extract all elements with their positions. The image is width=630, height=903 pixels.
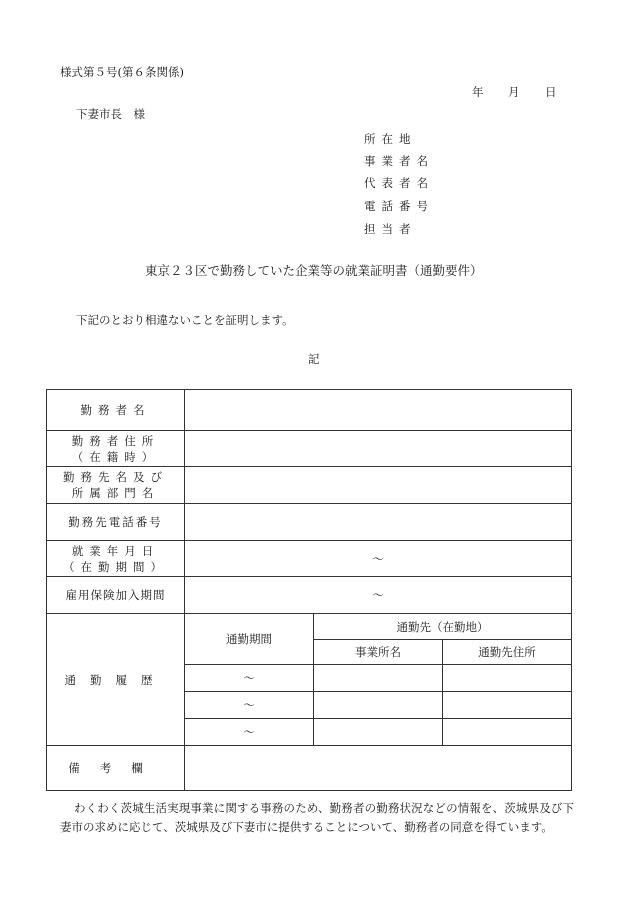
commute-period-cell[interactable]: ～: [185, 665, 314, 692]
addressee: 下妻市長 様: [76, 107, 145, 121]
date-month-label: 月: [508, 85, 520, 99]
commute-history-label: 通勤履歴: [47, 614, 185, 746]
issuer-address-label: 所在地: [364, 132, 417, 146]
remarks-label: 備考欄: [47, 746, 185, 791]
document-title: 東京２３区で勤務していた企業等の就業証明書（通勤要件）: [145, 263, 483, 278]
ki-heading: 記: [308, 352, 320, 366]
certification-statement: 下記のとおり相違ないことを証明します。: [76, 313, 294, 327]
employment-date-label: 就業年月日 （在勤期間）: [47, 541, 185, 577]
issuer-phone-label: 電話番号: [364, 199, 434, 213]
workplace-phone-label: 勤務先電話番号: [47, 504, 185, 541]
commute-destination-header: 通勤先（在勤地）: [314, 614, 572, 640]
date-year-label: 年: [472, 85, 484, 99]
insurance-period-label: 雇用保険加入期間: [47, 577, 185, 614]
commute-period-header: 通勤期間: [185, 614, 314, 665]
workplace-label: 勤務先名及び 所属部門名: [47, 467, 185, 504]
commute-period-cell[interactable]: ～: [185, 719, 314, 746]
table-row: [47, 614, 572, 640]
consent-note: わくわく茨城生活実現事業に関する事務のため、勤務者の勤務状況などの情報を、茨城県及び下妻市の求めに応じて、茨城県及び下妻市に提供することについて、勤務者の同意を得ています。: [60, 801, 574, 834]
form-number: 様式第５号(第６条関係): [60, 65, 184, 79]
office-address-cell[interactable]: [443, 665, 572, 692]
workplace-phone-field[interactable]: [185, 504, 572, 541]
table-row: [47, 577, 572, 614]
office-name-cell[interactable]: [314, 665, 443, 692]
table-row: [47, 467, 572, 504]
remarks-field[interactable]: [185, 746, 572, 791]
issuer-contact-person-label: 担当者: [364, 222, 417, 236]
office-address-header: 通勤先住所: [443, 640, 572, 665]
table-row: [47, 504, 572, 541]
table-row: [47, 541, 572, 577]
workplace-field[interactable]: [185, 467, 572, 504]
office-name-cell[interactable]: [314, 692, 443, 719]
certificate-table: [46, 389, 572, 791]
issuer-business-name-label: 事業者名: [364, 154, 434, 168]
office-address-cell[interactable]: [443, 692, 572, 719]
employment-period-field[interactable]: ～: [185, 541, 572, 577]
insurance-period-field[interactable]: ～: [185, 577, 572, 614]
office-name-header: 事業所名: [314, 640, 443, 665]
date-day-label: 日: [545, 85, 557, 99]
worker-address-label: 勤務者住所 （在籍時）: [47, 431, 185, 467]
office-name-cell[interactable]: [314, 719, 443, 746]
table-row: [47, 746, 572, 791]
commute-period-cell[interactable]: ～: [185, 692, 314, 719]
worker-address-field[interactable]: [185, 431, 572, 467]
table-row: [47, 390, 572, 431]
office-address-cell[interactable]: [443, 719, 572, 746]
worker-name-label: 勤務者名: [47, 390, 185, 431]
worker-name-field[interactable]: [185, 390, 572, 431]
issuer-representative-label: 代表者名: [364, 176, 434, 190]
table-row: [47, 431, 572, 467]
